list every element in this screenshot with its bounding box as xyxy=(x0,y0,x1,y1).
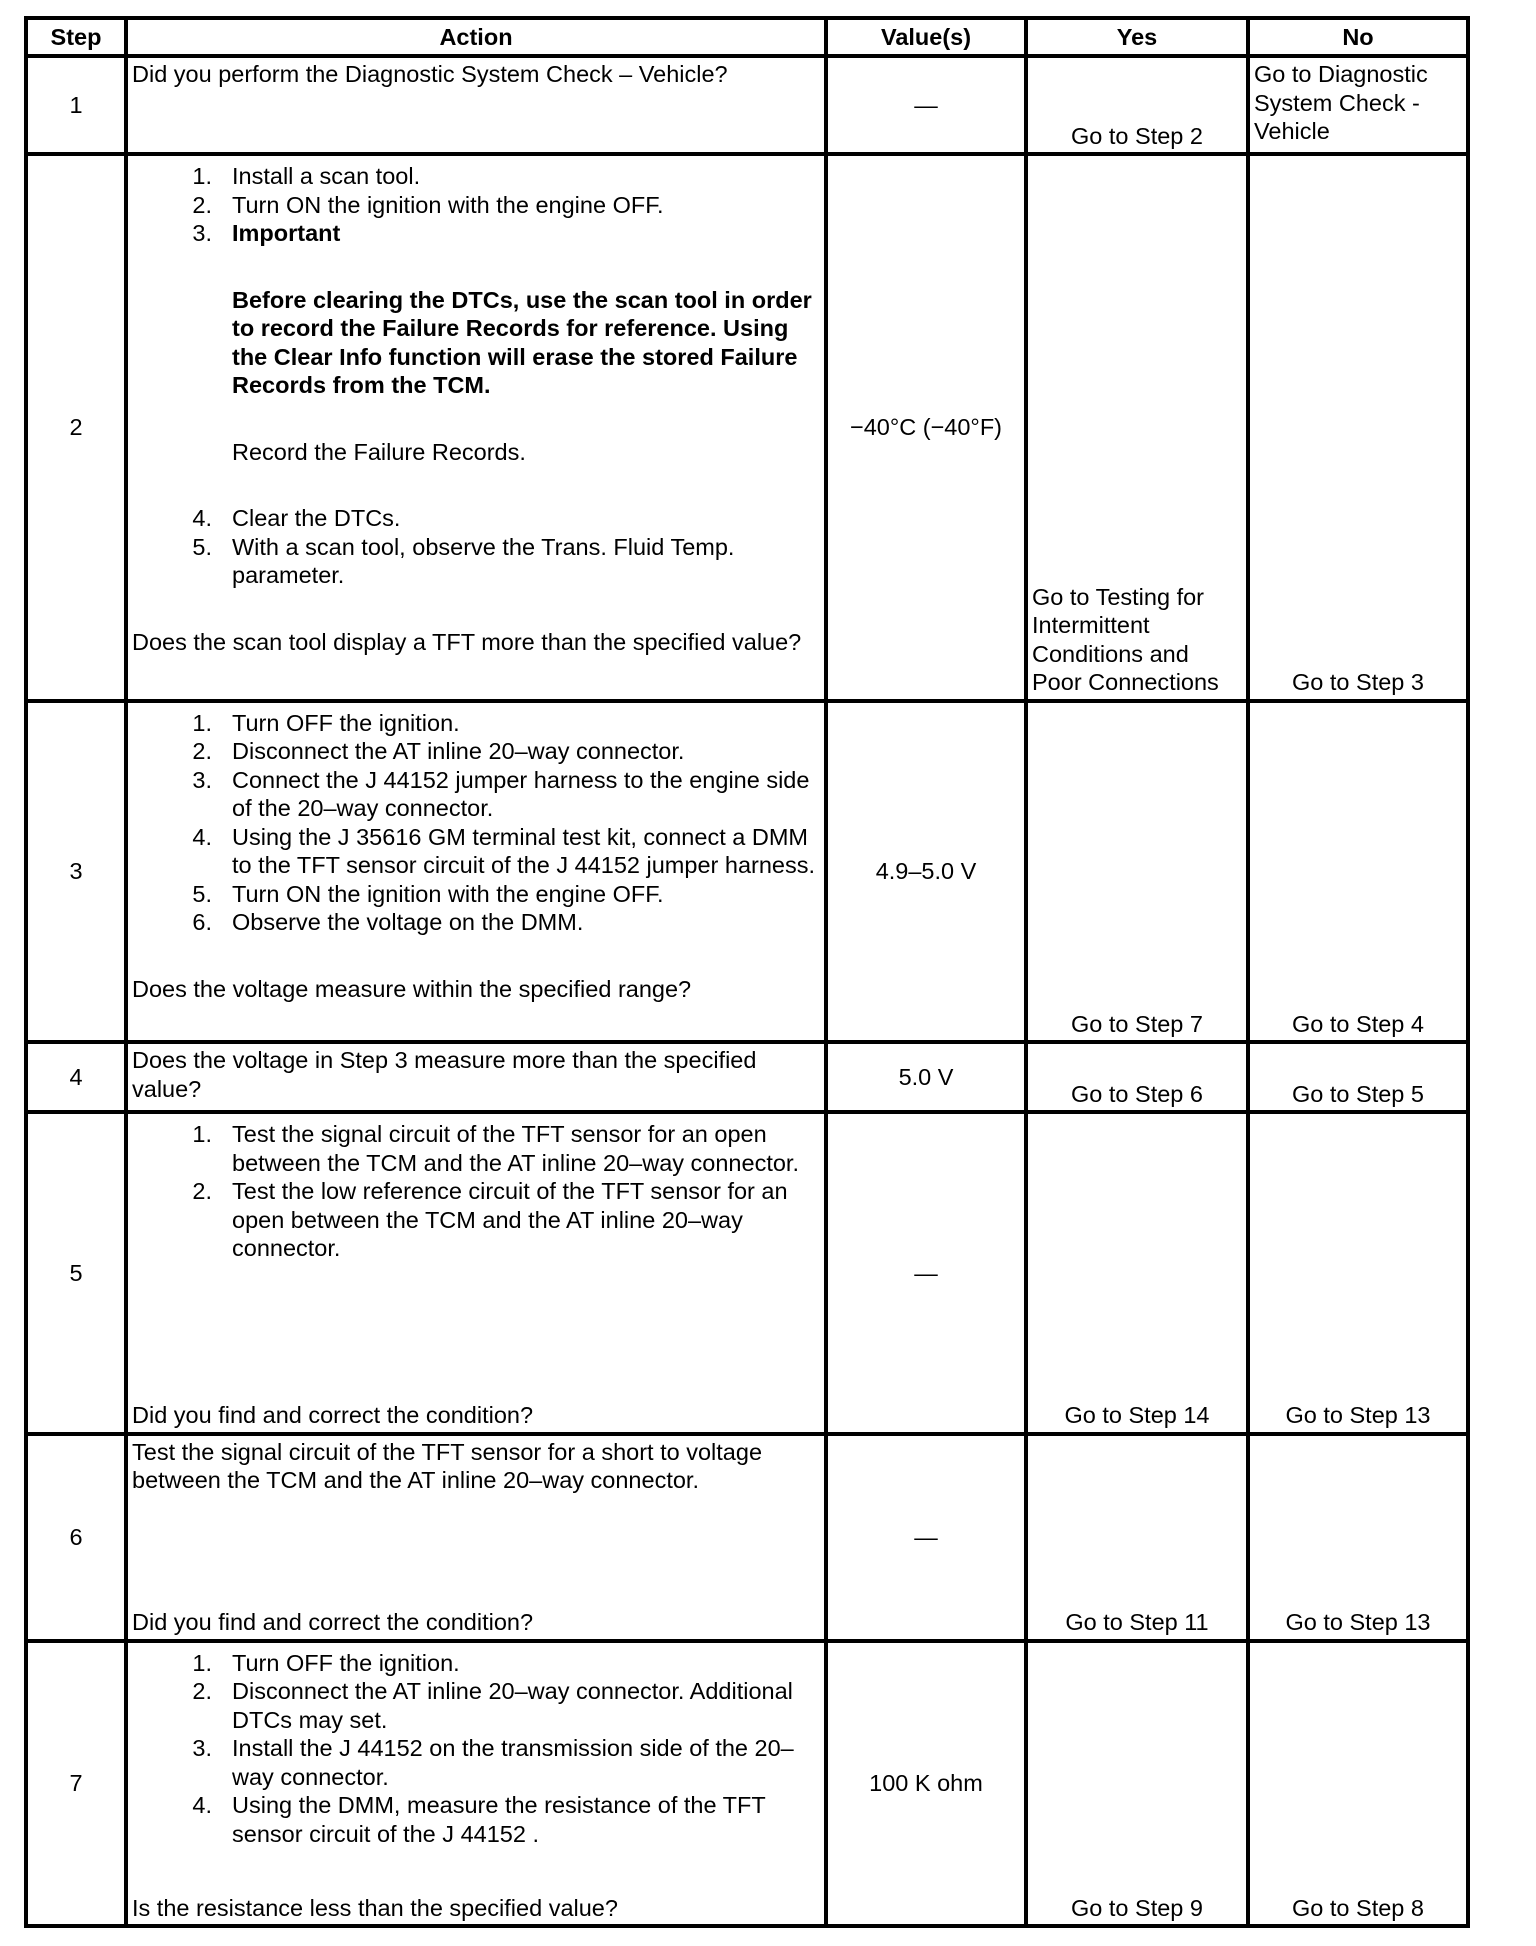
item-number: 3. xyxy=(192,1735,212,1762)
item-number: 4. xyxy=(192,823,212,850)
item-text: With a scan tool, observe the Trans. Fluid Temp. parameter. xyxy=(232,533,735,589)
item-number: 1. xyxy=(192,1121,212,1148)
action-cell xyxy=(126,1042,826,1112)
question-text: Did you find and correct the condition? xyxy=(132,1609,534,1636)
no-cell: Go to Step 3 xyxy=(1248,154,1468,700)
step-number: 6 xyxy=(26,1434,126,1641)
yes-cell: Go to Step 14 xyxy=(1026,1112,1248,1433)
yes-cell: Go to Step 7 xyxy=(1026,701,1248,1042)
list-item xyxy=(132,1649,820,1678)
item-text: Turn ON the ignition with the engine OFF. xyxy=(232,880,664,907)
yes-cell: Go to Step 9 xyxy=(1026,1641,1248,1926)
action-list xyxy=(132,1649,820,1849)
value-cell: — xyxy=(826,56,1026,154)
item-text: Disconnect the AT inline 20–way connector. Additional DTCs may set. xyxy=(232,1678,793,1733)
step-number: 2 xyxy=(26,154,126,700)
yes-cell: Go to Step 2 xyxy=(1026,56,1248,154)
step-number: 5 xyxy=(26,1112,126,1433)
header-action: Action xyxy=(126,18,826,56)
action-text: Test the signal circuit of the TFT sensor for a short to voltage between the TCM and the AT inline 20–way connector. xyxy=(132,1438,763,1494)
list-item xyxy=(132,162,820,191)
question-text: Does the scan tool display a TFT more than the specified value? xyxy=(132,628,802,655)
list-item xyxy=(132,880,820,909)
value-cell: — xyxy=(826,1434,1026,1641)
step-number: 4 xyxy=(26,1042,126,1112)
diagnostic-table xyxy=(24,16,1470,1928)
list-item xyxy=(132,1734,820,1791)
item-text: Connect the J 44152 jumper harness to the engine side of the 20–way connector. xyxy=(232,766,810,822)
action-list xyxy=(132,504,820,590)
item-number: 3. xyxy=(192,766,212,793)
value-cell: 5.0 V xyxy=(826,1042,1026,1112)
action-cell xyxy=(126,701,826,1042)
value-cell: 100 K ohm xyxy=(826,1641,1026,1926)
table-row xyxy=(26,1042,1468,1112)
table-row xyxy=(26,56,1468,154)
item-number: 1. xyxy=(192,163,212,190)
header-values: Value(s) xyxy=(826,18,1026,56)
item-number: 2. xyxy=(192,191,212,218)
list-item xyxy=(132,219,820,466)
table-row xyxy=(26,701,1468,1042)
header-yes: Yes xyxy=(1026,18,1248,56)
important-after: Record the Failure Records. xyxy=(232,438,526,465)
item-number: 2. xyxy=(192,1178,212,1205)
action-cell xyxy=(126,56,826,154)
action-list xyxy=(132,709,820,937)
list-item xyxy=(132,191,820,220)
table-row xyxy=(26,1641,1468,1926)
yes-cell: Go to Testing for Intermittent Conditions and Poor Connections xyxy=(1026,154,1248,700)
item-text: Install the J 44152 on the transmission side of the 20–way connector. xyxy=(232,1735,794,1790)
header-step: Step xyxy=(26,18,126,56)
item-number: 2. xyxy=(192,738,212,765)
table-row xyxy=(26,1112,1468,1433)
no-cell: Go to Diagnostic System Check - Vehicle xyxy=(1248,56,1468,154)
important-title: Important xyxy=(232,220,341,247)
item-text: Install a scan tool. xyxy=(232,163,421,190)
item-number: 1. xyxy=(192,1649,212,1676)
action-cell xyxy=(126,1641,826,1926)
yes-cell: Go to Step 6 xyxy=(1026,1042,1248,1112)
question-text: Is the resistance less than the specified value? xyxy=(132,1894,618,1921)
list-item xyxy=(132,908,820,937)
value-cell: −40°C (−40°F) xyxy=(826,154,1026,700)
list-item xyxy=(132,1791,820,1848)
no-cell: Go to Step 13 xyxy=(1248,1112,1468,1433)
item-text: Test the low reference circuit of the TFT sensor for an open between the TCM and the AT inline 20–way connector. xyxy=(232,1178,788,1262)
list-item xyxy=(132,823,820,880)
list-item xyxy=(132,1120,820,1177)
action-text: Did you perform the Diagnostic System Check – Vehicle? xyxy=(132,61,728,87)
item-text: Turn OFF the ignition. xyxy=(232,1649,460,1676)
action-list xyxy=(132,1120,820,1263)
list-item xyxy=(132,1177,820,1263)
item-text: Using the DMM, measure the resistance of the TFT sensor circuit of the J 44152 . xyxy=(232,1792,766,1847)
item-text: Turn OFF the ignition. xyxy=(232,709,460,736)
item-text: Using the J 35616 GM terminal test kit, connect a DMM to the TFT sensor circuit of the J 44152 jumper harness. xyxy=(232,823,816,879)
item-number: 5. xyxy=(192,880,212,907)
item-number: 2. xyxy=(192,1678,212,1705)
item-text: Turn ON the ignition with the engine OFF. xyxy=(232,191,664,218)
step-number: 3 xyxy=(26,701,126,1042)
list-item xyxy=(132,533,820,590)
item-text: Clear the DTCs. xyxy=(232,505,401,532)
action-cell xyxy=(126,154,826,700)
list-item xyxy=(132,1677,820,1734)
item-text: Observe the voltage on the DMM. xyxy=(232,909,584,936)
yes-cell: Go to Step 11 xyxy=(1026,1434,1248,1641)
action-list xyxy=(132,162,820,466)
action-cell xyxy=(126,1434,826,1641)
list-item xyxy=(132,766,820,823)
no-cell: Go to Step 4 xyxy=(1248,701,1468,1042)
step-number: 1 xyxy=(26,56,126,154)
important-note xyxy=(232,219,820,466)
item-text: Test the signal circuit of the TFT sensor for an open between the TCM and the AT inline 20–way connector. xyxy=(232,1121,799,1176)
value-cell: — xyxy=(826,1112,1026,1433)
list-item xyxy=(132,737,820,766)
question-text: Did you find and correct the condition? xyxy=(132,1402,534,1429)
header-row xyxy=(26,18,1468,56)
action-cell xyxy=(126,1112,826,1433)
question-text: Does the voltage measure within the specified range? xyxy=(132,975,692,1002)
item-number: 4. xyxy=(192,505,212,532)
no-cell: Go to Step 5 xyxy=(1248,1042,1468,1112)
table-row xyxy=(26,154,1468,700)
step-number: 7 xyxy=(26,1641,126,1926)
item-text: Disconnect the AT inline 20–way connector. xyxy=(232,738,685,765)
no-cell: Go to Step 13 xyxy=(1248,1434,1468,1641)
list-item xyxy=(132,504,820,533)
no-cell: Go to Step 8 xyxy=(1248,1641,1468,1926)
header-no: No xyxy=(1248,18,1468,56)
important-body: Before clearing the DTCs, use the scan tool in order to record the Failure Records for reference. Using the Clear Info function will erase the stored Failure Records from the TCM. xyxy=(232,286,812,399)
item-number: 6. xyxy=(192,909,212,936)
item-number: 4. xyxy=(192,1792,212,1819)
value-cell: 4.9–5.0 V xyxy=(826,701,1026,1042)
item-number: 5. xyxy=(192,533,212,560)
item-number: 3. xyxy=(192,220,212,247)
item-number: 1. xyxy=(192,709,212,736)
action-text: Does the voltage in Step 3 measure more than the specified value? xyxy=(132,1047,757,1102)
table-row xyxy=(26,1434,1468,1641)
list-item xyxy=(132,709,820,738)
